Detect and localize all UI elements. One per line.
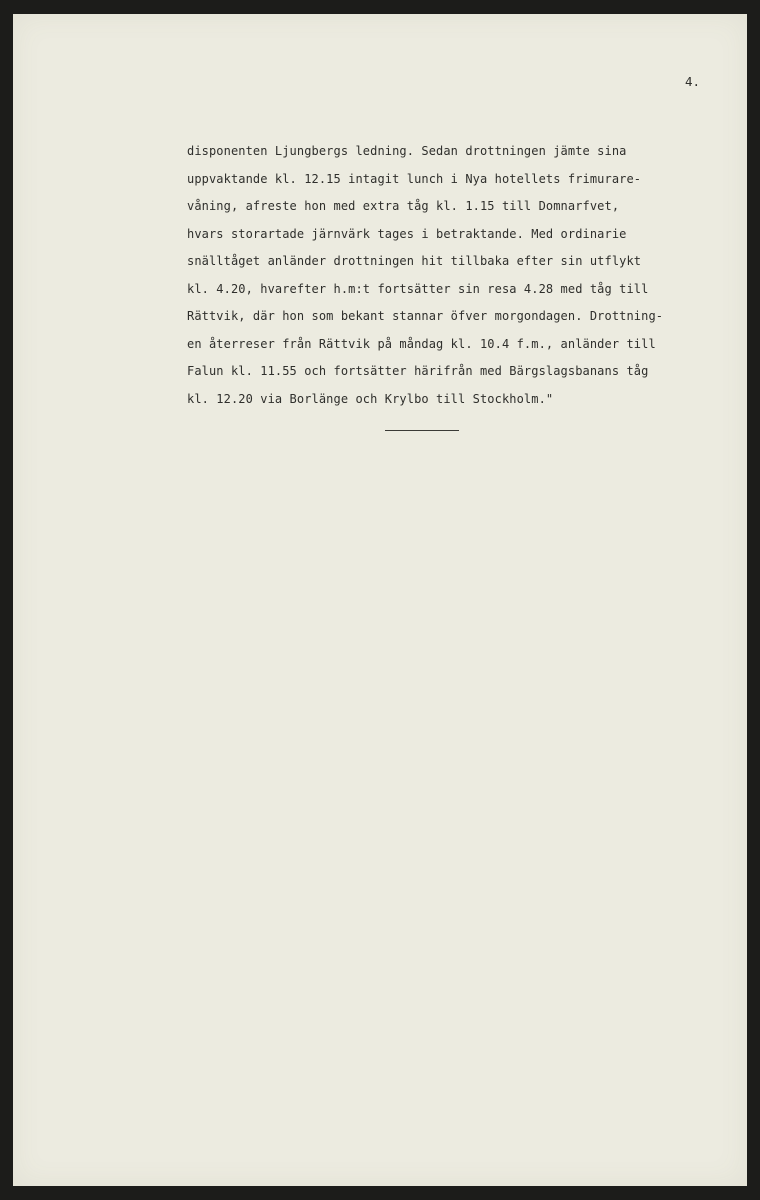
text-line: disponenten Ljungbergs ledning. Sedan drottningen jämte sina: [187, 144, 627, 158]
text-line: Falun kl. 11.55 och fortsätter härifrån med Bärgslagsbanans tåg: [187, 364, 649, 378]
text-line: snälltåget anländer drottningen hit tillbaka efter sin utflykt: [187, 254, 642, 268]
text-line: uppvaktande kl. 12.15 intagit lunch i Nya hotellets frimurare-: [187, 171, 642, 186]
document-page: [13, 14, 747, 1186]
text-line: kl. 12.20 via Borlänge och Krylbo till Stockholm.": [187, 391, 554, 406]
text-line: Rättvik, där hon som bekant stannar öfver morgondagen. Drottning-: [187, 309, 664, 323]
text-line: kl. 4.20, hvarefter h.m:t fortsätter sin resa 4.28 med tåg till: [187, 281, 649, 296]
text-line: en återreser från Rättvik på måndag kl. 10.4 f.m., anländer till: [187, 336, 656, 351]
page-number: 4.: [685, 74, 701, 89]
typed-paragraph: [187, 138, 747, 413]
end-divider: [385, 430, 459, 431]
text-line: hvars storartade järnvärk tages i betraktande. Med ordinarie: [187, 226, 627, 241]
text-line: våning, afreste hon med extra tåg kl. 1.15 till Domnarfvet,: [187, 199, 620, 213]
